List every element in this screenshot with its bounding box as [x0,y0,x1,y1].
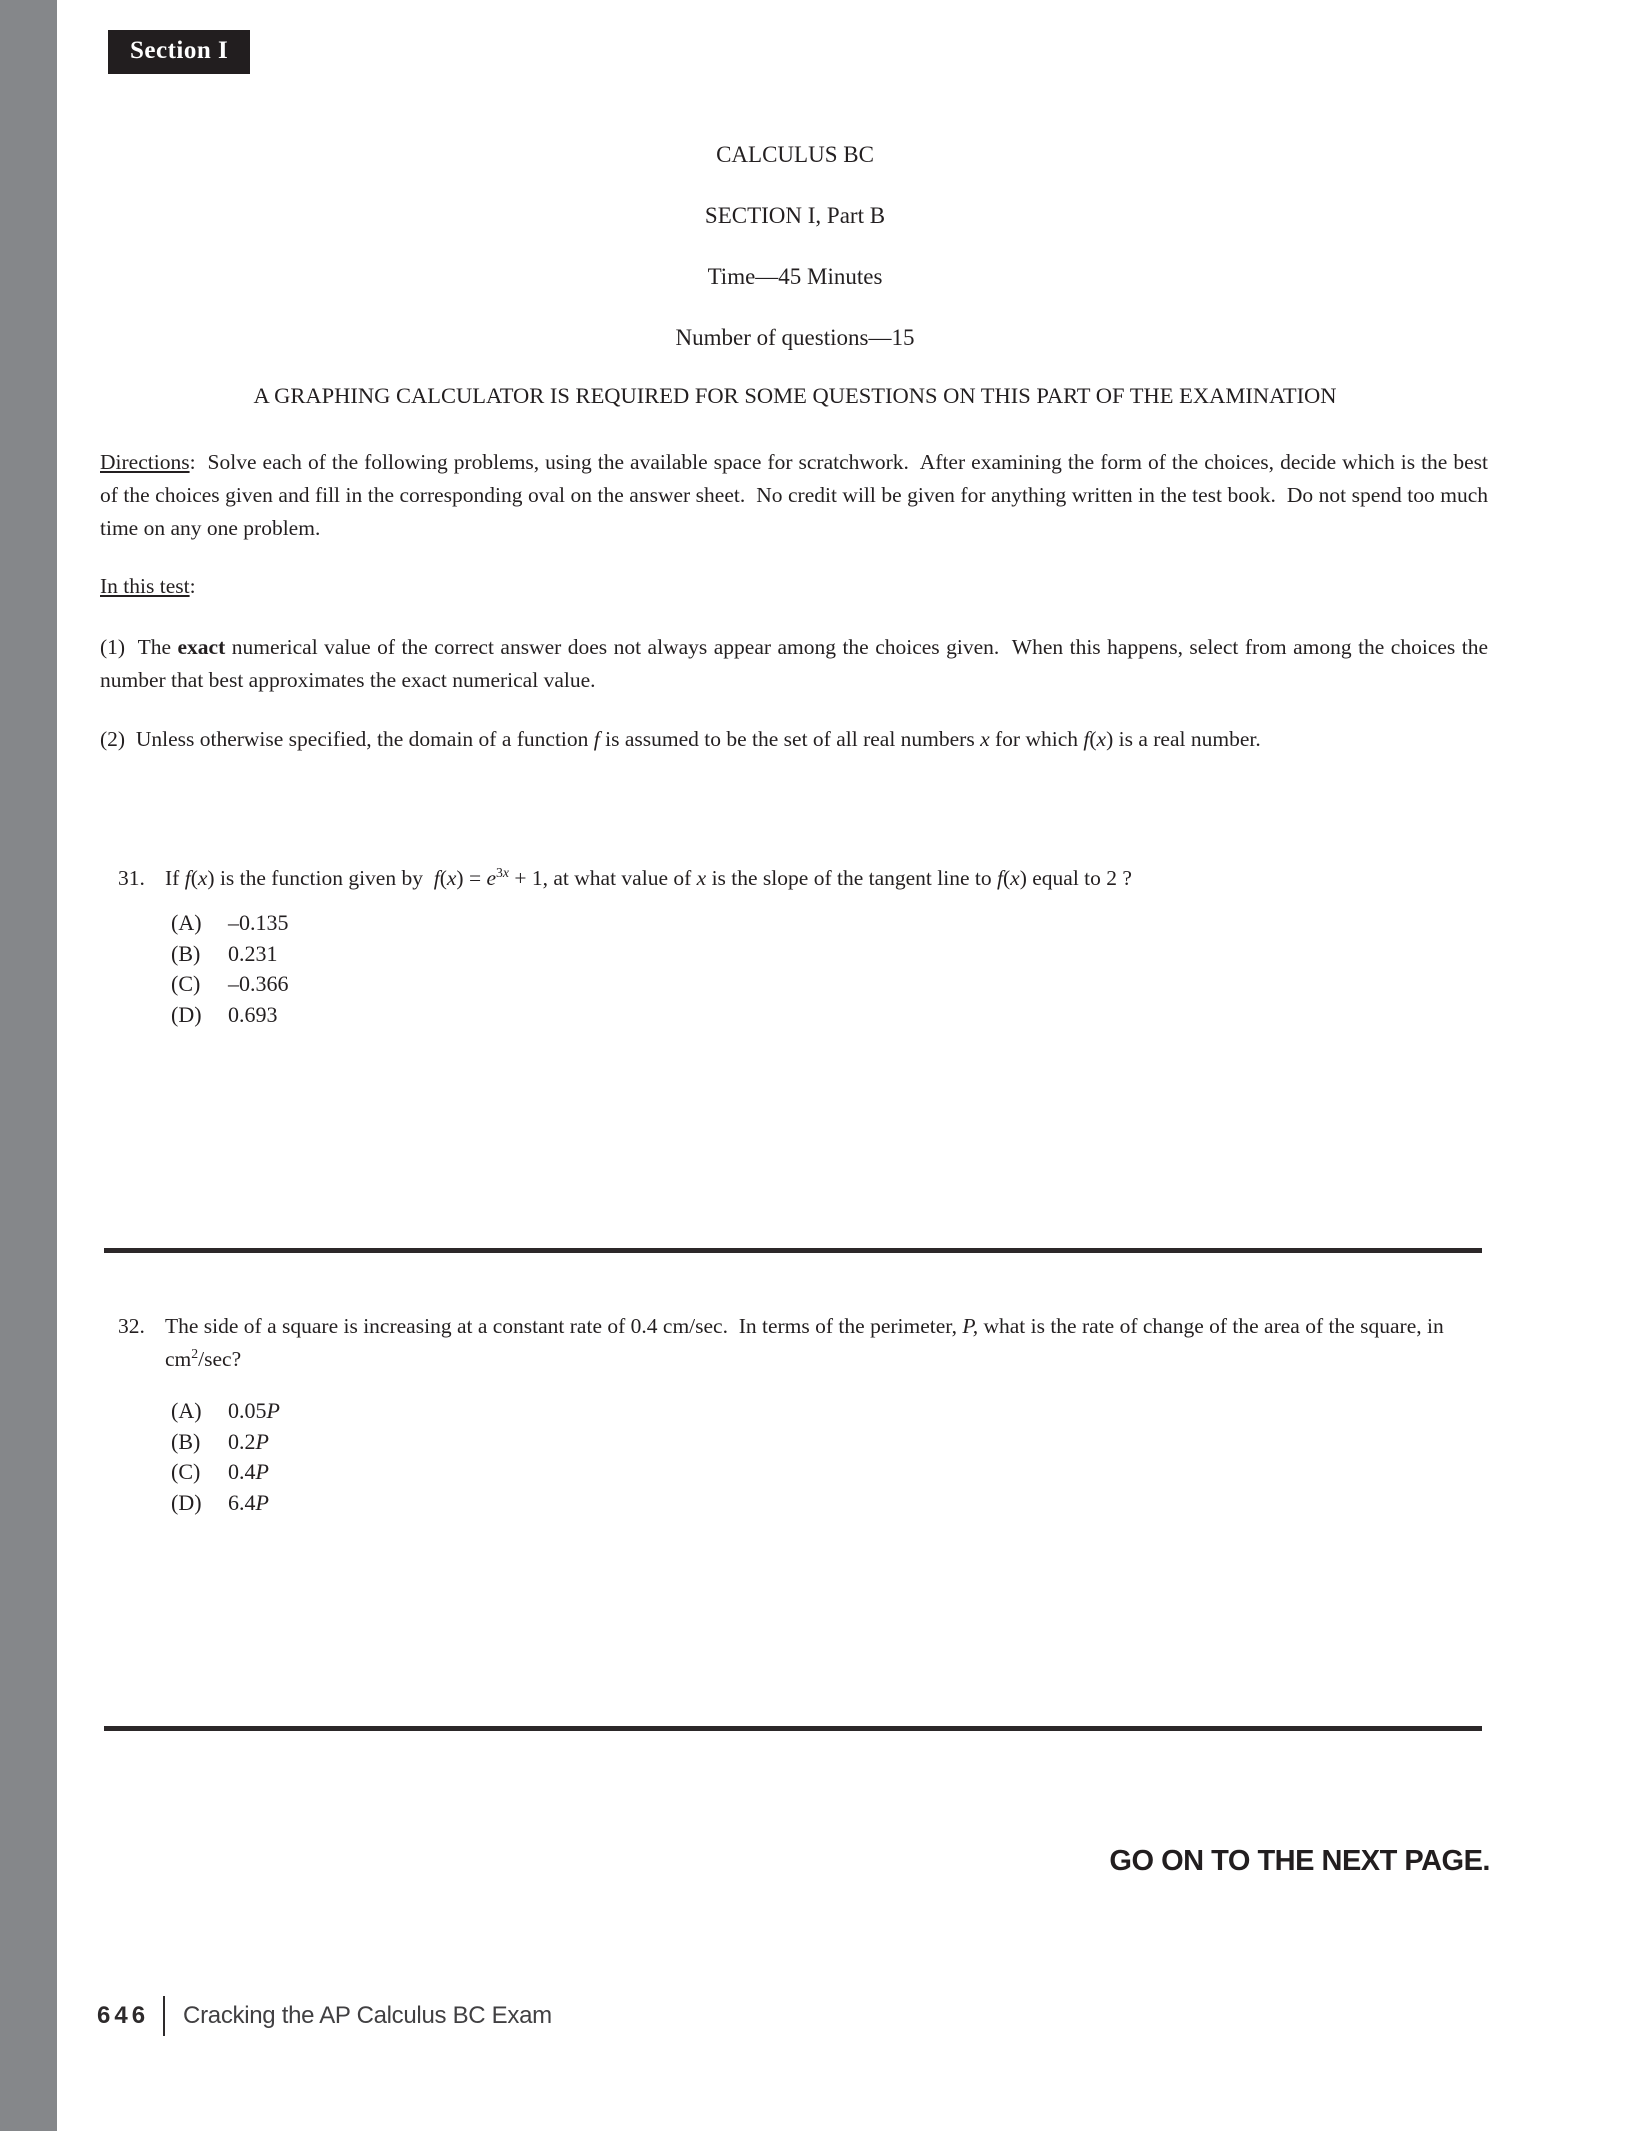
answer-choice [165,1002,289,1033]
test-note-2: (2) Unless otherwise specified, the domain of a function f is assumed to be the set of all real numbers x for which f(x) is a real number. [100,727,1261,751]
go-on-instruction: GO ON TO THE NEXT PAGE. [1109,1845,1490,1877]
calculator-notice: A GRAPHING CALCULATOR IS REQUIRED FOR SOME QUESTIONS ON THIS PART OF THE EXAMINATION [253,383,1337,408]
choice-label: (B) [171,940,201,966]
choice-value: 0.05P [228,1398,280,1423]
answer-choice [165,971,289,1002]
page-footer [97,1996,552,2036]
choice-label: (C) [171,1459,201,1484]
page-edge-strip [0,0,57,2131]
directions-paragraph: Directions: Solve each of the following problems, using the available space for scratchwork. After examining the form of the choices, decide which is the best of the choices given and fill in the corresponding oval on the answer sheet. No credit will be given for anything written in the test book. Do not spend too much time on any one problem. [100,450,1494,540]
question-32 [118,1310,1470,1376]
choice-label: (D) [171,1001,202,1027]
exam-title: CALCULUS BC [716,142,874,167]
answer-choice [165,1490,280,1521]
choice-value: 0.2P [228,1428,269,1454]
choice-value: 0.4P [228,1459,269,1484]
question-prompt: If f(x) is the function given by $f(x) = e^{3x} + 1$, at what value of x is the slope of the tangent line to f(x) equal to 2 ? [165,864,1132,890]
in-this-test-heading: In this test: [100,574,196,598]
time-line: Time—45 Minutes [707,264,883,289]
answer-choice [165,1429,280,1460]
answer-choice [165,1459,280,1490]
answer-choice [165,1398,280,1429]
choice-value: 6.4P [228,1489,269,1515]
choice-label: (A) [171,910,202,935]
question-prompt: The side of a square is increasing at a constant rate of 0.4 cm/sec. In terms of the perimeter, P, what is the rate of change of the area of the square, in $cm^2/\sec$? [165,1314,1450,1371]
divider-rule [104,1726,1482,1731]
choice-value: –0.366 [228,971,289,996]
question-31 [118,862,1480,895]
footer-divider [163,1996,165,2036]
choice-value: 0.231 [228,940,278,966]
section-badge: Section I [108,30,250,74]
choice-value: 0.693 [228,1001,278,1027]
choice-label: (A) [171,1398,202,1423]
section-title: SECTION I, Part B [704,203,886,228]
choice-label: (D) [171,1489,202,1515]
question-number: 31. [118,866,145,890]
answer-choice [165,941,289,972]
question-number: 32. [118,1314,145,1338]
question-31-choices [165,910,289,1032]
question-32-choices [165,1398,280,1520]
divider-rule [104,1248,1482,1253]
choice-label: (C) [171,971,201,996]
choice-label: (B) [171,1428,201,1454]
question-count-line: Number of questions—15 [675,325,915,350]
book-title: Cracking the AP Calculus BC Exam [183,2002,552,2029]
answer-choice [165,910,289,941]
test-note-1: (1) The exact numerical value of the correct answer does not always appear among the choices given. When this happens, select from among the choices the number that best approximates the exact numerical value. [100,635,1494,692]
choice-value: –0.135 [228,910,289,935]
page-number: 646 [97,2002,150,2029]
